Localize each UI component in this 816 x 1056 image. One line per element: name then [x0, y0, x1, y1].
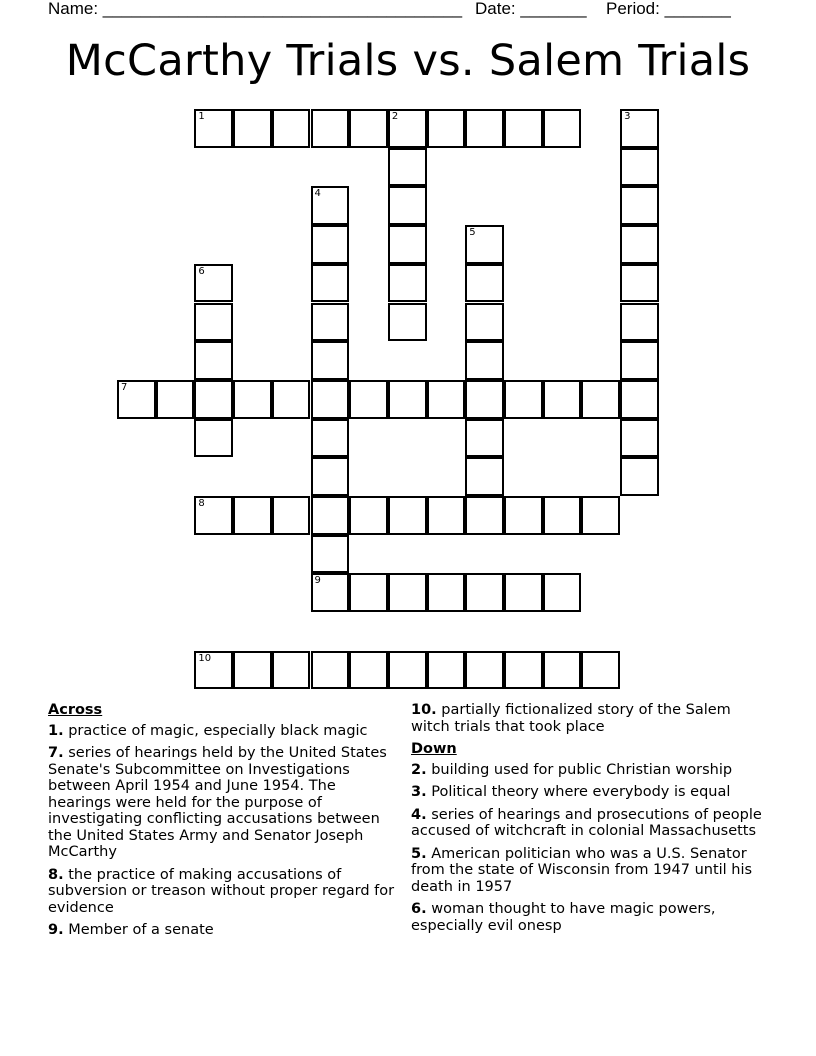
crossword-cell[interactable] [349, 380, 388, 419]
clue-across-10 [411, 702, 771, 735]
crossword-cell[interactable] [117, 380, 156, 419]
crossword-cell[interactable] [311, 535, 350, 574]
crossword-cell[interactable] [504, 651, 543, 690]
clue-down-6 [411, 901, 771, 934]
crossword-cell[interactable] [465, 264, 504, 303]
crossword-cell[interactable] [465, 573, 504, 612]
clue-text: series of hearings and prosecutions of people accused of witchcraft in colonial Massachusetts [411, 806, 762, 839]
crossword-cell[interactable] [465, 303, 504, 342]
crossword-cell[interactable] [272, 380, 311, 419]
crossword-cell[interactable] [543, 496, 582, 535]
crossword-cell[interactable] [388, 573, 427, 612]
clue-text: partially fictionalized story of the Salem witch trials that took place [411, 702, 731, 735]
crossword-cell[interactable] [543, 380, 582, 419]
clue-text: practice of magic, especially black magic [68, 722, 368, 739]
clue-across-7 [48, 745, 398, 861]
cell-number: 1 [198, 111, 205, 122]
crossword-cell[interactable] [620, 225, 659, 264]
clue-number: 10. [411, 702, 437, 718]
clue-text: Political theory where everybody is equal [431, 784, 731, 800]
crossword-cell[interactable] [427, 496, 466, 535]
across-clues [48, 702, 398, 945]
clue-number: 2. [411, 761, 427, 778]
crossword-cell[interactable] [194, 496, 233, 535]
crossword-cell[interactable] [581, 380, 620, 419]
crossword-cell[interactable] [620, 380, 659, 419]
crossword-cell[interactable] [233, 380, 272, 419]
crossword-cell[interactable] [504, 380, 543, 419]
crossword-cell[interactable] [388, 225, 427, 264]
clue-number: 1. [48, 722, 64, 739]
clue-number: 9. [48, 922, 64, 938]
cell-number: 10 [198, 652, 212, 664]
crossword-cell[interactable] [311, 651, 350, 690]
crossword-cell[interactable] [349, 109, 388, 148]
period-field-label: Period: _______ [606, 0, 731, 18]
crossword-cell[interactable] [311, 380, 350, 419]
crossword-cell[interactable] [194, 419, 233, 458]
crossword-cell[interactable] [427, 573, 466, 612]
crossword-cell[interactable] [543, 109, 582, 148]
crossword-cell[interactable] [465, 651, 504, 690]
crossword-cell[interactable] [194, 341, 233, 380]
crossword-cell[interactable] [581, 496, 620, 535]
clue-number: 5. [411, 845, 427, 862]
crossword-cell[interactable] [388, 496, 427, 535]
across-heading: Across [48, 702, 103, 718]
crossword-cell[interactable] [349, 651, 388, 690]
clue-text: woman thought to have magic powers, especially evil onesp [411, 901, 716, 934]
cell-number: 5 [469, 227, 476, 239]
crossword-cell[interactable] [620, 186, 659, 225]
crossword-cell[interactable] [465, 341, 504, 380]
crossword-cell[interactable] [427, 651, 466, 690]
crossword-cell[interactable] [465, 380, 504, 419]
crossword-cell[interactable] [543, 573, 582, 612]
clue-number: 8. [48, 866, 64, 883]
crossword-cell[interactable] [465, 496, 504, 535]
cell-number: 4 [314, 188, 321, 200]
crossword-cell[interactable] [620, 303, 659, 342]
crossword-cell[interactable] [272, 496, 311, 535]
clue-text: American politician who was a U.S. Senator from the state of Wisconsin from 1947 until his death in 1957 [411, 845, 753, 895]
crossword-cell[interactable] [465, 109, 504, 148]
crossword-cell[interactable] [388, 109, 427, 148]
crossword-cell[interactable] [427, 109, 466, 148]
clue-down-3 [411, 784, 771, 801]
date-field-label: Date: _______ [475, 0, 587, 18]
clue-text: series of hearings held by the United States Senate's Subcommittee on Investigations between April 1954 and June 1954. The hearings were held for the purpose of investigating conflicting accusations between the United States Army and Senator Joseph McCarthy [48, 745, 387, 860]
clue-text: building used for public Christian worship [431, 761, 733, 778]
crossword-cell[interactable] [465, 457, 504, 496]
name-field-label: Name: ______________________________________ [48, 0, 463, 18]
crossword-cell[interactable] [311, 264, 350, 303]
crossword-cell[interactable] [504, 496, 543, 535]
crossword-cell[interactable] [581, 651, 620, 690]
crossword-cell[interactable] [311, 419, 350, 458]
crossword-cell[interactable] [620, 264, 659, 303]
crossword-cell[interactable] [272, 109, 311, 148]
clue-across-1 [48, 723, 398, 740]
crossword-cell[interactable] [388, 380, 427, 419]
crossword-cell[interactable] [388, 148, 427, 187]
cell-number: 6 [198, 265, 205, 277]
crossword-cell[interactable] [194, 109, 233, 148]
crossword-cell[interactable] [388, 264, 427, 303]
crossword-cell[interactable] [349, 496, 388, 535]
crossword-cell[interactable] [427, 380, 466, 419]
crossword-cell[interactable] [194, 303, 233, 342]
cell-number: 9 [314, 575, 321, 587]
crossword-cell[interactable] [620, 419, 659, 458]
clue-number: 6. [411, 901, 427, 917]
clue-number: 4. [411, 806, 427, 823]
crossword-cell[interactable] [233, 109, 272, 148]
crossword-cell[interactable] [388, 186, 427, 225]
cell-number: 7 [121, 381, 128, 393]
crossword-cell[interactable] [272, 651, 311, 690]
crossword-cell[interactable] [194, 264, 233, 303]
crossword-cell[interactable] [465, 225, 504, 264]
crossword-cell[interactable] [311, 457, 350, 496]
cell-number: 2 [391, 111, 399, 122]
clue-number: 7. [48, 745, 64, 761]
clue-down-2 [411, 762, 771, 779]
crossword-cell[interactable] [620, 148, 659, 187]
crossword-cell[interactable] [349, 573, 388, 612]
clue-number: 3. [411, 784, 427, 800]
crossword-cell[interactable] [311, 496, 350, 535]
clue-down-4 [411, 807, 771, 840]
crossword-cell[interactable] [233, 496, 272, 535]
down-heading: Down [411, 741, 457, 757]
clue-across-9 [48, 922, 398, 939]
clue-across-8 [48, 867, 398, 917]
crossword-cell[interactable] [194, 380, 233, 419]
right-clue-column [411, 702, 771, 940]
cell-number: 3 [624, 111, 631, 122]
crossword-cell[interactable] [156, 380, 195, 419]
crossword-cell[interactable] [233, 651, 272, 690]
crossword-cell[interactable] [465, 419, 504, 458]
crossword-cell[interactable] [311, 109, 350, 148]
crossword-cell[interactable] [388, 651, 427, 690]
clue-text: the practice of making accusations of subversion or treason without proper regard for evidence [48, 866, 395, 916]
crossword-cell[interactable] [311, 341, 350, 380]
page-title: McCarthy Trials vs. Salem Trials [65, 36, 751, 86]
crossword-cell[interactable] [311, 225, 350, 264]
crossword-cell[interactable] [311, 303, 350, 342]
crossword-cell[interactable] [311, 573, 350, 612]
crossword-cell[interactable] [311, 186, 350, 225]
clue-text: Member of a senate [68, 922, 214, 938]
clue-down-5 [411, 846, 771, 896]
crossword-cell[interactable] [620, 109, 659, 148]
crossword-cell[interactable] [543, 651, 582, 690]
crossword-cell[interactable] [388, 303, 427, 342]
crossword-cell[interactable] [194, 651, 233, 690]
crossword-cell[interactable] [504, 109, 543, 148]
crossword-cell[interactable] [620, 457, 659, 496]
crossword-cell[interactable] [620, 341, 659, 380]
crossword-cell[interactable] [504, 573, 543, 612]
cell-number: 8 [198, 498, 205, 509]
